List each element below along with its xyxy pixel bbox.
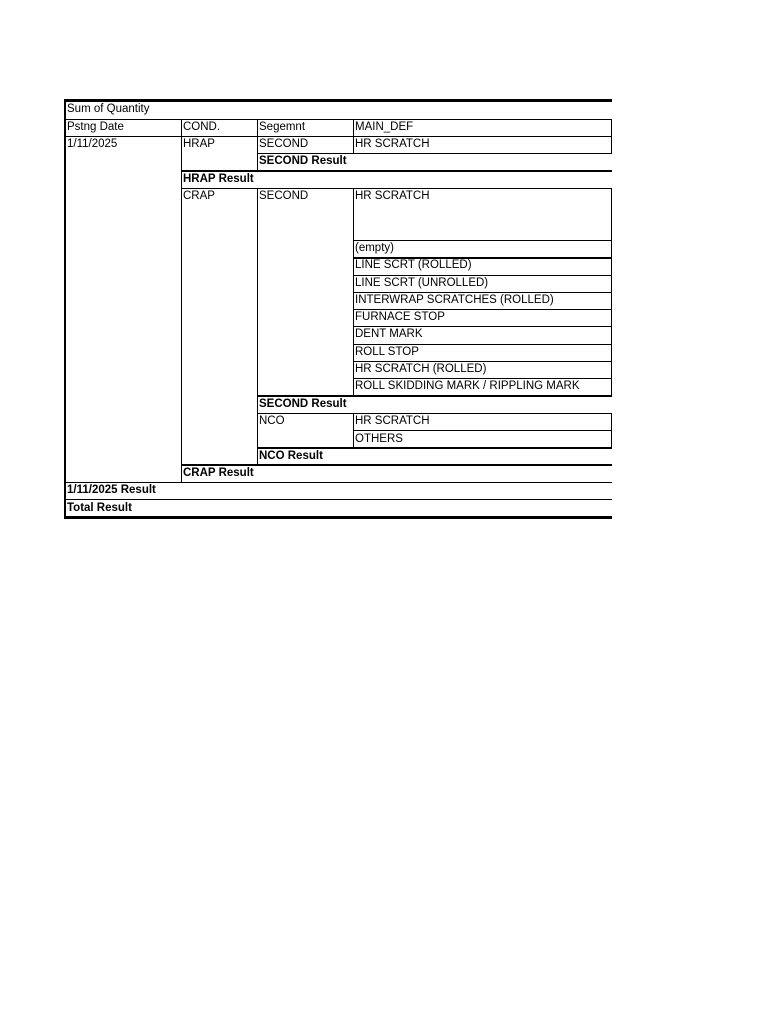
defect-cell: OTHERS <box>355 433 403 445</box>
grid-line <box>353 240 612 241</box>
date-result-cell: 1/11/2025 Result <box>67 484 156 496</box>
border-right <box>611 413 612 448</box>
segment-result-cell: SECOND Result <box>259 398 347 410</box>
segment-cell: SECOND <box>259 190 309 202</box>
grid-line <box>257 153 612 154</box>
defect-cell: FURNACE STOP <box>355 311 445 323</box>
grid-line <box>64 499 612 500</box>
column-header-cond: COND. <box>183 121 221 133</box>
total-result-cell: Total Result <box>67 502 132 514</box>
pivot-title: Sum of Quantity <box>67 103 150 115</box>
cond-cell: HRAP <box>183 138 215 150</box>
grid-line <box>353 361 612 362</box>
border-top-thick <box>64 99 612 102</box>
column-header-date: Pstng Date <box>67 121 124 133</box>
grid-line <box>64 136 612 137</box>
grid-line <box>257 413 612 414</box>
grid-line-vertical <box>181 119 182 482</box>
defect-cell: HR SCRATCH <box>355 415 430 427</box>
defect-cell: HR SCRATCH <box>355 138 430 150</box>
grid-line <box>257 395 612 397</box>
grid-line <box>353 430 612 431</box>
date-cell: 1/11/2025 <box>67 138 118 150</box>
defect-cell: DENT MARK <box>355 328 423 340</box>
grid-line <box>353 275 612 276</box>
grid-line <box>353 378 612 379</box>
grid-line <box>353 326 612 327</box>
defect-cell: (empty) <box>355 242 394 254</box>
cond-result-cell: HRAP Result <box>183 173 254 185</box>
border-right <box>611 188 612 396</box>
grid-line <box>353 292 612 293</box>
grid-line <box>353 309 612 310</box>
defect-cell: HR SCRATCH (ROLLED) <box>355 363 487 375</box>
column-header-main-def: MAIN_DEF <box>355 121 414 133</box>
grid-line <box>353 257 612 259</box>
grid-line <box>353 344 612 345</box>
grid-line-vertical <box>353 119 354 154</box>
segment-cell: NCO <box>259 415 285 427</box>
defect-cell: ROLL STOP <box>355 346 419 358</box>
border-bottom-thick <box>64 516 612 519</box>
column-header-segment: Segemnt <box>259 121 306 133</box>
grid-line-vertical <box>353 413 354 448</box>
segment-result-cell: SECOND Result <box>259 155 347 167</box>
grid-line-vertical <box>257 119 258 171</box>
cond-cell: CRAP <box>183 190 215 202</box>
cond-result-cell: CRAP Result <box>183 467 254 479</box>
grid-line <box>181 188 612 189</box>
border-left <box>64 99 66 519</box>
defect-cell: ROLL SKIDDING MARK / RIPPLING MARK <box>355 380 580 392</box>
defect-cell: LINE SCRT (ROLLED) <box>355 259 472 271</box>
defect-cell: HR SCRATCH <box>355 190 430 202</box>
grid-line <box>64 482 612 483</box>
segment-cell: SECOND <box>259 138 309 150</box>
grid-line <box>257 447 612 449</box>
defect-cell: INTERWRAP SCRATCHES (ROLLED) <box>355 294 554 306</box>
grid-line <box>181 170 612 172</box>
grid-line-vertical <box>353 188 354 396</box>
segment-result-cell: NCO Result <box>259 450 323 462</box>
border-right <box>611 119 612 154</box>
grid-line <box>181 464 612 466</box>
grid-line <box>64 119 612 120</box>
defect-cell: LINE SCRT (UNROLLED) <box>355 277 489 289</box>
grid-line-vertical <box>257 188 258 465</box>
